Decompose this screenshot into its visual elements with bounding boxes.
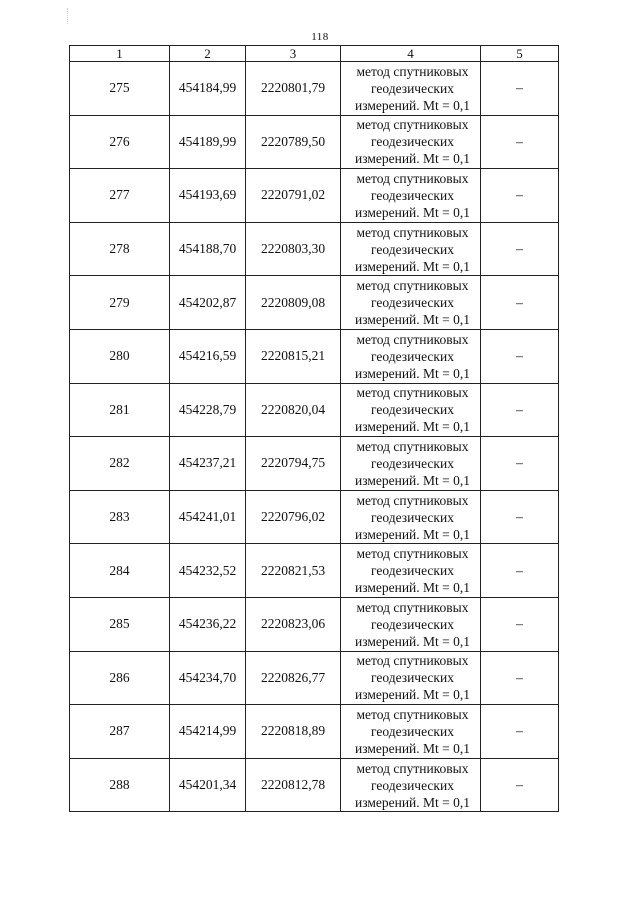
method-line: измерений. Mt = 0,1	[354, 365, 471, 381]
method-line: измерений. Mt = 0,1	[354, 204, 471, 220]
method-line: измерений. Mt = 0,1	[354, 633, 471, 649]
y-coordinate-cell: 2220796,02	[246, 490, 341, 544]
table-row	[70, 758, 559, 812]
table-row	[70, 383, 559, 437]
note-cell: –	[481, 758, 559, 812]
method-cell	[341, 169, 481, 223]
method-line: геодезических	[371, 455, 454, 471]
x-coordinate-cell: 454216,59	[170, 329, 246, 383]
method-line: геодезических	[371, 777, 454, 793]
method-line: метод спутниковых	[356, 706, 469, 722]
y-coordinate-cell: 2220809,08	[246, 276, 341, 330]
method-line: метод спутниковых	[356, 170, 469, 186]
point-number-cell: 282	[70, 437, 170, 491]
method-line: геодезических	[371, 509, 454, 525]
point-number-cell: 277	[70, 169, 170, 223]
method-line: метод спутниковых	[356, 117, 469, 133]
point-number-cell: 281	[70, 383, 170, 437]
method-line: измерений. Mt = 0,1	[354, 580, 471, 596]
column-header-1: 1	[70, 46, 170, 62]
y-coordinate-cell: 2220791,02	[246, 169, 341, 223]
point-number-cell: 286	[70, 651, 170, 705]
x-coordinate-cell: 454193,69	[170, 169, 246, 223]
x-coordinate-cell: 454241,01	[170, 490, 246, 544]
point-number-cell: 283	[70, 490, 170, 544]
method-line: геодезических	[371, 134, 454, 150]
table-header	[70, 46, 559, 62]
x-coordinate-cell: 454228,79	[170, 383, 246, 437]
table-row	[70, 222, 559, 276]
y-coordinate-cell: 2220818,89	[246, 705, 341, 759]
method-line: измерений. Mt = 0,1	[354, 151, 471, 167]
note-cell: –	[481, 490, 559, 544]
note-cell: –	[481, 383, 559, 437]
method-line: измерений. Mt = 0,1	[354, 312, 471, 328]
column-header-2: 2	[170, 46, 246, 62]
method-cell	[341, 758, 481, 812]
method-line: геодезических	[371, 670, 454, 686]
method-line: измерений. Mt = 0,1	[354, 419, 471, 435]
table-body	[70, 62, 559, 812]
method-line: метод спутниковых	[356, 438, 469, 454]
y-coordinate-cell: 2220794,75	[246, 437, 341, 491]
x-coordinate-cell: 454202,87	[170, 276, 246, 330]
note-cell: –	[481, 544, 559, 598]
method-cell	[341, 222, 481, 276]
method-line: геодезических	[371, 80, 454, 96]
note-cell: –	[481, 169, 559, 223]
method-line: измерений. Mt = 0,1	[354, 526, 471, 542]
note-cell: –	[481, 705, 559, 759]
y-coordinate-cell: 2220820,04	[246, 383, 341, 437]
x-coordinate-cell: 454237,21	[170, 437, 246, 491]
y-coordinate-cell: 2220815,21	[246, 329, 341, 383]
x-coordinate-cell: 454189,99	[170, 115, 246, 169]
table-row	[70, 62, 559, 116]
y-coordinate-cell: 2220801,79	[246, 62, 341, 116]
method-line: измерений. Mt = 0,1	[354, 794, 471, 810]
method-line: метод спутниковых	[356, 224, 469, 240]
table-row	[70, 329, 559, 383]
table-row	[70, 544, 559, 598]
method-line: метод спутниковых	[356, 278, 469, 294]
table-row	[70, 276, 559, 330]
y-coordinate-cell: 2220823,06	[246, 597, 341, 651]
x-coordinate-cell: 454188,70	[170, 222, 246, 276]
y-coordinate-cell: 2220803,30	[246, 222, 341, 276]
point-number-cell: 284	[70, 544, 170, 598]
y-coordinate-cell: 2220826,77	[246, 651, 341, 705]
table-row	[70, 597, 559, 651]
method-line: геодезических	[371, 348, 454, 364]
table-row	[70, 651, 559, 705]
point-number-cell: 280	[70, 329, 170, 383]
point-number-cell: 279	[70, 276, 170, 330]
note-cell: –	[481, 329, 559, 383]
column-header-3: 3	[246, 46, 341, 62]
note-cell: –	[481, 115, 559, 169]
table-row	[70, 437, 559, 491]
y-coordinate-cell: 2220812,78	[246, 758, 341, 812]
method-line: метод спутниковых	[356, 385, 469, 401]
method-cell	[341, 490, 481, 544]
method-cell	[341, 383, 481, 437]
method-cell	[341, 115, 481, 169]
x-coordinate-cell: 454236,22	[170, 597, 246, 651]
method-line: геодезических	[371, 616, 454, 632]
method-line: метод спутниковых	[356, 546, 469, 562]
method-line: метод спутниковых	[356, 760, 469, 776]
note-cell: –	[481, 222, 559, 276]
point-number-cell: 287	[70, 705, 170, 759]
method-cell	[341, 597, 481, 651]
method-line: геодезических	[371, 723, 454, 739]
point-number-cell: 288	[70, 758, 170, 812]
note-cell: –	[481, 597, 559, 651]
method-line: измерений. Mt = 0,1	[354, 687, 471, 703]
method-cell	[341, 329, 481, 383]
method-line: измерений. Mt = 0,1	[354, 472, 471, 488]
method-cell	[341, 705, 481, 759]
point-number-cell: 285	[70, 597, 170, 651]
coordinates-table	[69, 45, 559, 812]
method-line: геодезических	[371, 295, 454, 311]
table-row	[70, 169, 559, 223]
table-row	[70, 115, 559, 169]
method-line: измерений. Mt = 0,1	[354, 740, 471, 756]
page-number: 118	[311, 31, 329, 43]
x-coordinate-cell: 454232,52	[170, 544, 246, 598]
method-line: метод спутниковых	[356, 599, 469, 615]
method-line: геодезических	[371, 563, 454, 579]
y-coordinate-cell: 2220789,50	[246, 115, 341, 169]
method-line: геодезических	[371, 187, 454, 203]
x-coordinate-cell: 454214,99	[170, 705, 246, 759]
x-coordinate-cell: 454184,99	[170, 62, 246, 116]
y-coordinate-cell: 2220821,53	[246, 544, 341, 598]
method-cell	[341, 544, 481, 598]
method-line: метод спутниковых	[356, 331, 469, 347]
scan-artifact	[67, 8, 69, 24]
method-line: метод спутниковых	[356, 63, 469, 79]
note-cell: –	[481, 62, 559, 116]
method-cell	[341, 276, 481, 330]
method-line: геодезических	[371, 402, 454, 418]
point-number-cell: 276	[70, 115, 170, 169]
method-line: геодезических	[371, 241, 454, 257]
method-line: метод спутниковых	[356, 492, 469, 508]
method-line: измерений. Mt = 0,1	[354, 258, 471, 274]
method-cell	[341, 651, 481, 705]
x-coordinate-cell: 454201,34	[170, 758, 246, 812]
note-cell: –	[481, 437, 559, 491]
column-header-4: 4	[341, 46, 481, 62]
point-number-cell: 275	[70, 62, 170, 116]
column-header-5: 5	[481, 46, 559, 62]
note-cell: –	[481, 651, 559, 705]
note-cell: –	[481, 276, 559, 330]
point-number-cell: 278	[70, 222, 170, 276]
method-line: метод спутниковых	[356, 653, 469, 669]
method-line: измерений. Mt = 0,1	[354, 97, 471, 113]
method-cell	[341, 62, 481, 116]
table-row	[70, 705, 559, 759]
x-coordinate-cell: 454234,70	[170, 651, 246, 705]
header-row	[70, 46, 559, 62]
method-cell	[341, 437, 481, 491]
table-row	[70, 490, 559, 544]
